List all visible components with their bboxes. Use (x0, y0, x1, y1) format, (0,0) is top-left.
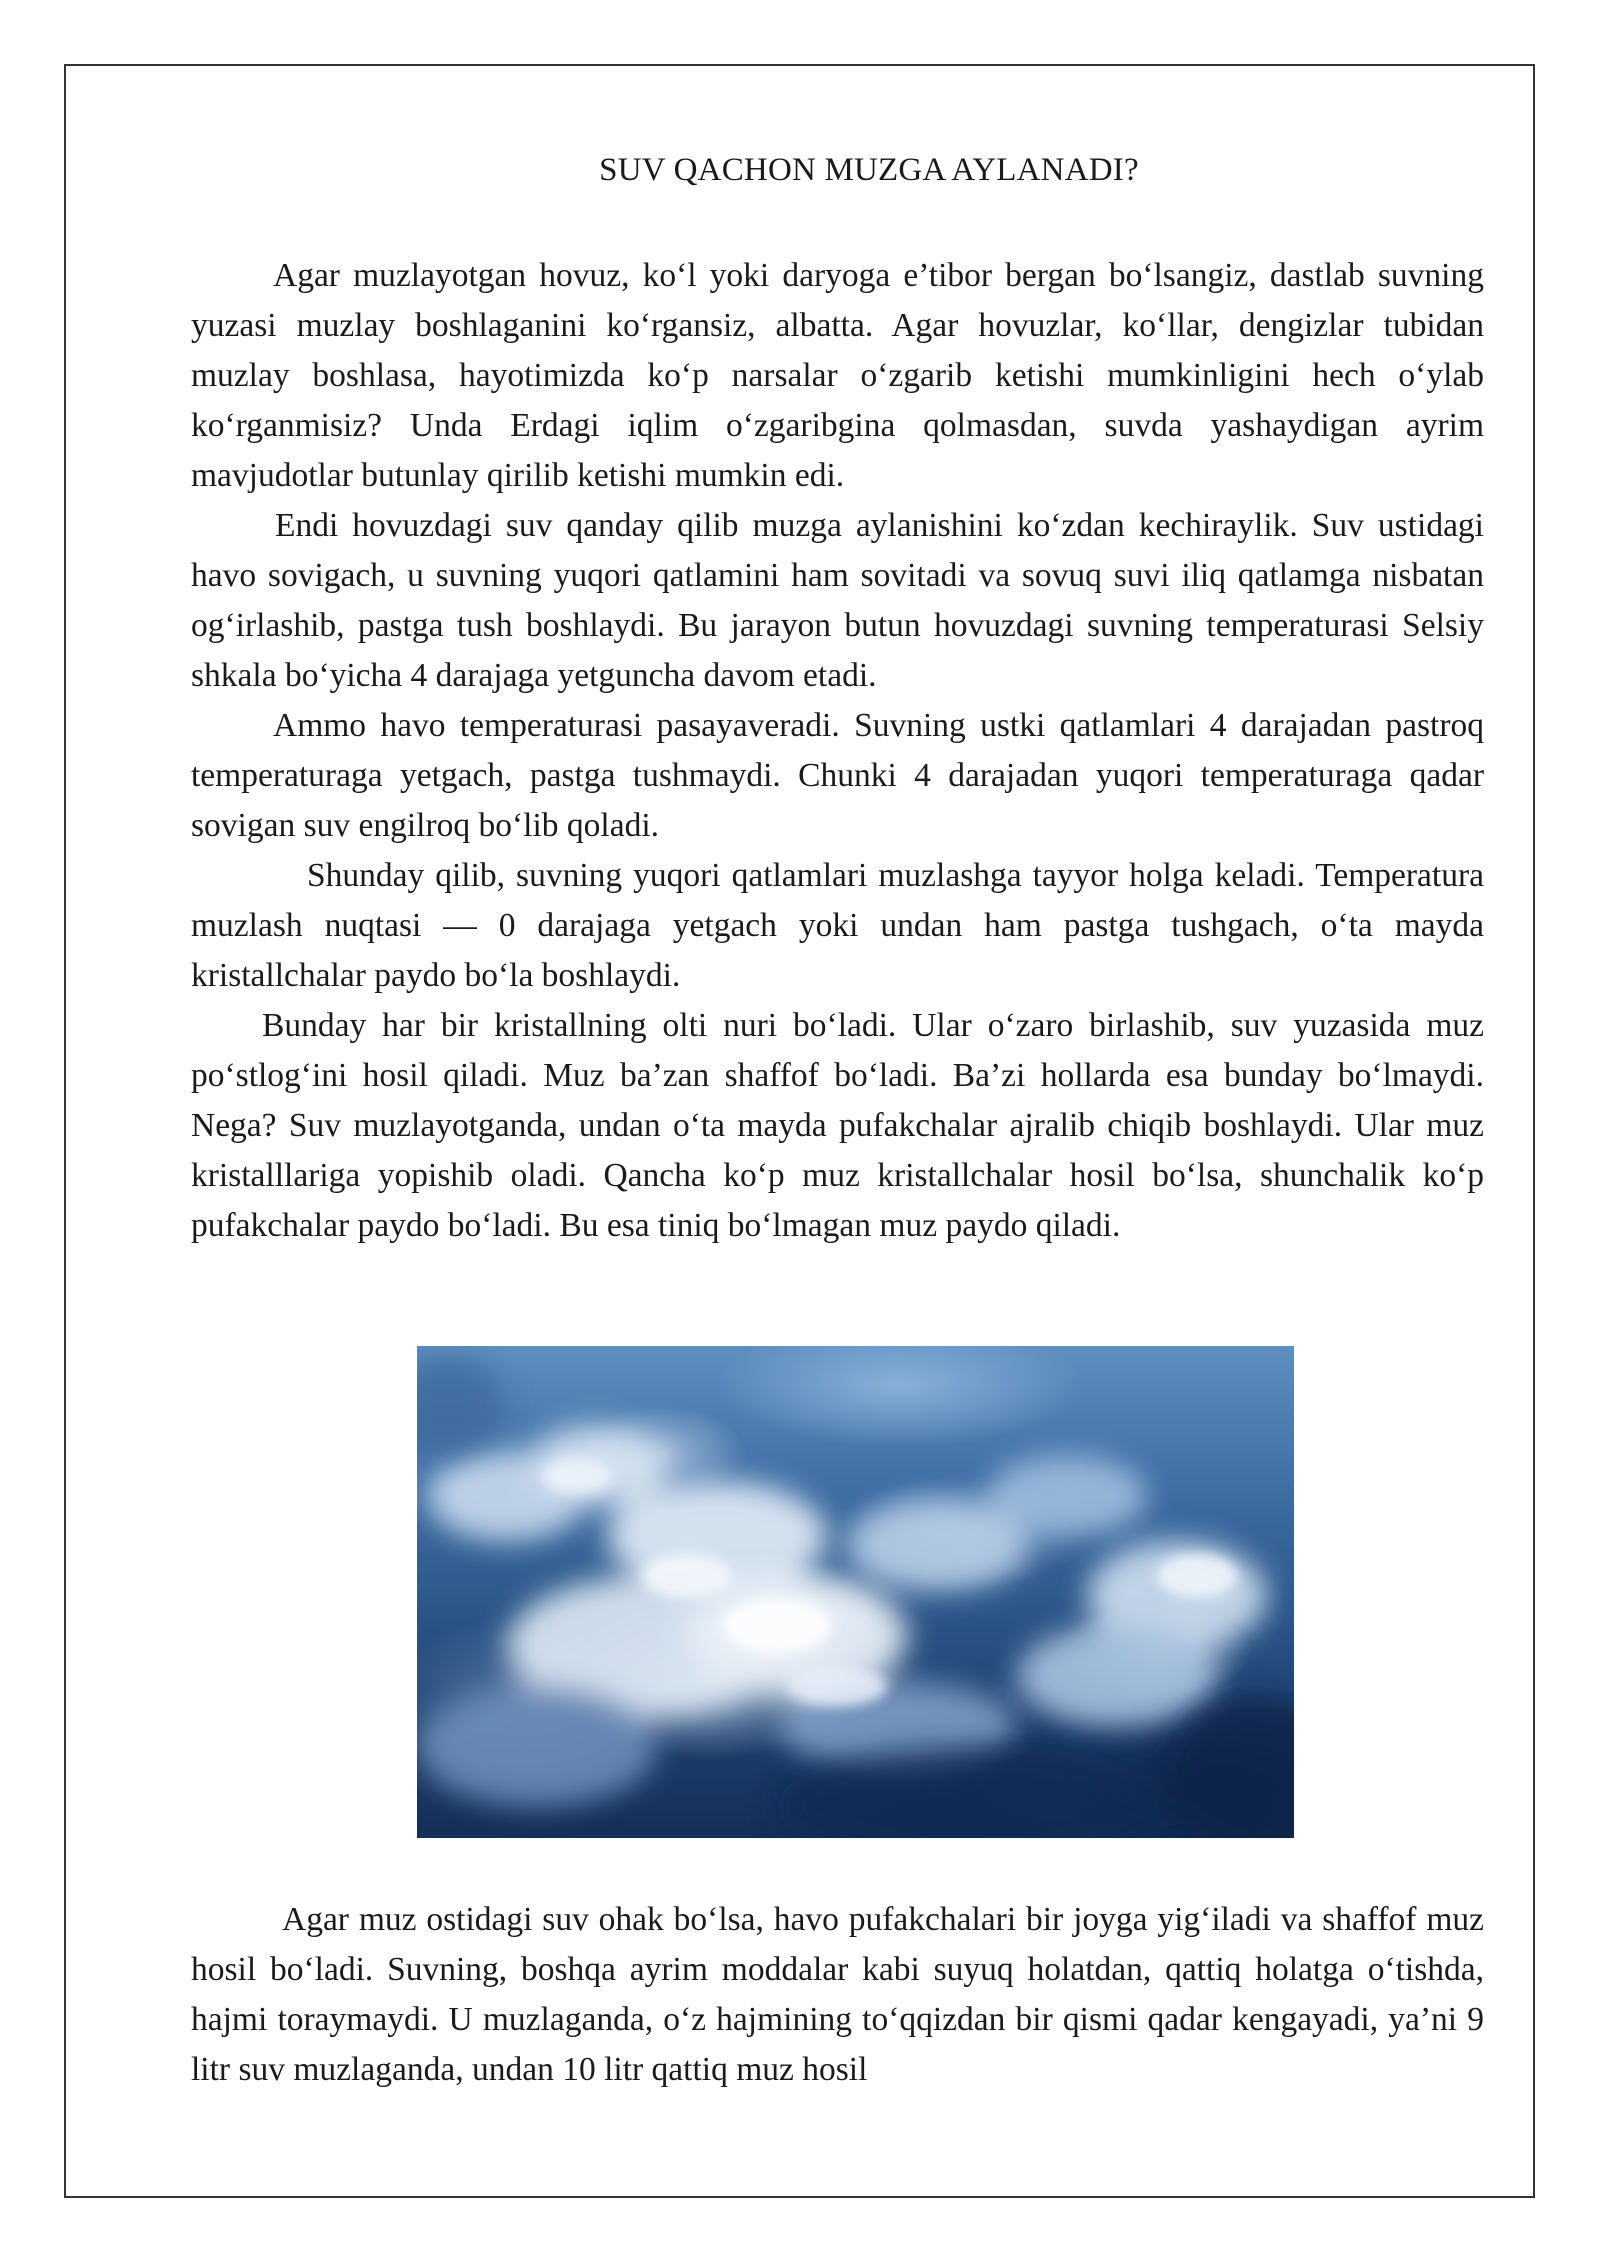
paragraph: Agar muz ostidagi suv ohak bo‘lsa, havo pufakchalari bir joyga yig‘iladi va shaffof muz hosil bo‘ladi. Suvning, boshqa ayrim moddalar kabi suyuq holatdan, qattiq holatga o‘tishda, hajmi toraymaydi. U muzlaganda, o‘z hajmining to‘qqizdan bir qismi qadar kengayadi, ya’ni 9 litr suv muzlaganda, undan 10 litr qattiq muz hosil (191, 1901, 1484, 2088)
paragraph: Agar muzlayotgan hovuz, ko‘l yoki daryoga e’tibor bergan bo‘lsangiz, dastlab suvning yuzasi muzlay boshlaganini ko‘rgansiz, albatta. Agar hovuzlar, ko‘llar, dengizlar tubidan muzlay boshlasa, hayotimizda ko‘p narsalar o‘zgarib ketishi mumkinligini hech o‘ylab ko‘rganmisiz? Unda Erdagi iqlim o‘zgaribgina qolmasdan, suvda yashaydigan ayrim mavjudotlar butunlay qirilib ketishi mumkin edi. (191, 257, 1484, 494)
paragraph: Endi hovuzdagi suv qanday qilib muzga aylanishini ko‘zdan kechiraylik. Suv ustidagi havo sovigach, u suvning yuqori qatlamini ham sovitadi va sovuq suvi iliq qatlamga nisbatan og‘irlashib, pastga tush boshlaydi. Bu jarayon butun hovuzdagi suvning temperaturasi Selsiy shkala bo‘yicha 4 darajaga yetguncha davom etadi. (191, 507, 1484, 694)
paragraph: Shunday qilib, suvning yuqori qatlamlari muzlashga tayyor holga keladi. Temperatura muzlash nuqtasi — 0 darajaga yetgach yoki undan ham pastga tushgach, o‘ta mayda kristallchalar paydo bo‘la boshlaydi. (191, 857, 1484, 994)
cloud-texture (417, 1346, 1294, 1838)
document-title: SUV QACHON MUZGA AYLANADI? (599, 152, 1139, 188)
paragraph: Bunday har bir kristallning olti nuri bo‘ladi. Ular o‘zaro birlashib, suv yuzasida muz po‘stlog‘ini hosil qiladi. Muz ba’zan shaffof bo‘ladi. Ba’zi hollarda esa bunday bo‘lmaydi. Nega? Suv muzlayotganda, undan o‘ta mayda pufakchalar ajralib chiqib boshlaydi. Ular muz kristalllariga yopishib oladi. Qancha ko‘p muz kristallchalar hosil bo‘lsa, shunchalik ko‘p pufakchalar paydo bo‘ladi. Bu esa tiniq bo‘lmagan muz paydo qiladi. (191, 1007, 1484, 1244)
body-text-top (191, 251, 1484, 1251)
body-text-bottom (191, 1895, 1484, 2095)
paragraph: Ammo havo temperaturasi pasayaveradi. Suvning ustki qatlamlari 4 darajadan pastroq temperaturaga yetgach, pastga tushmaydi. Chunki 4 darajadan yuqori temperaturaga qadar sovigan suv engilroq bo‘lib qoladi. (191, 707, 1484, 844)
cloud-photo (417, 1346, 1294, 1838)
